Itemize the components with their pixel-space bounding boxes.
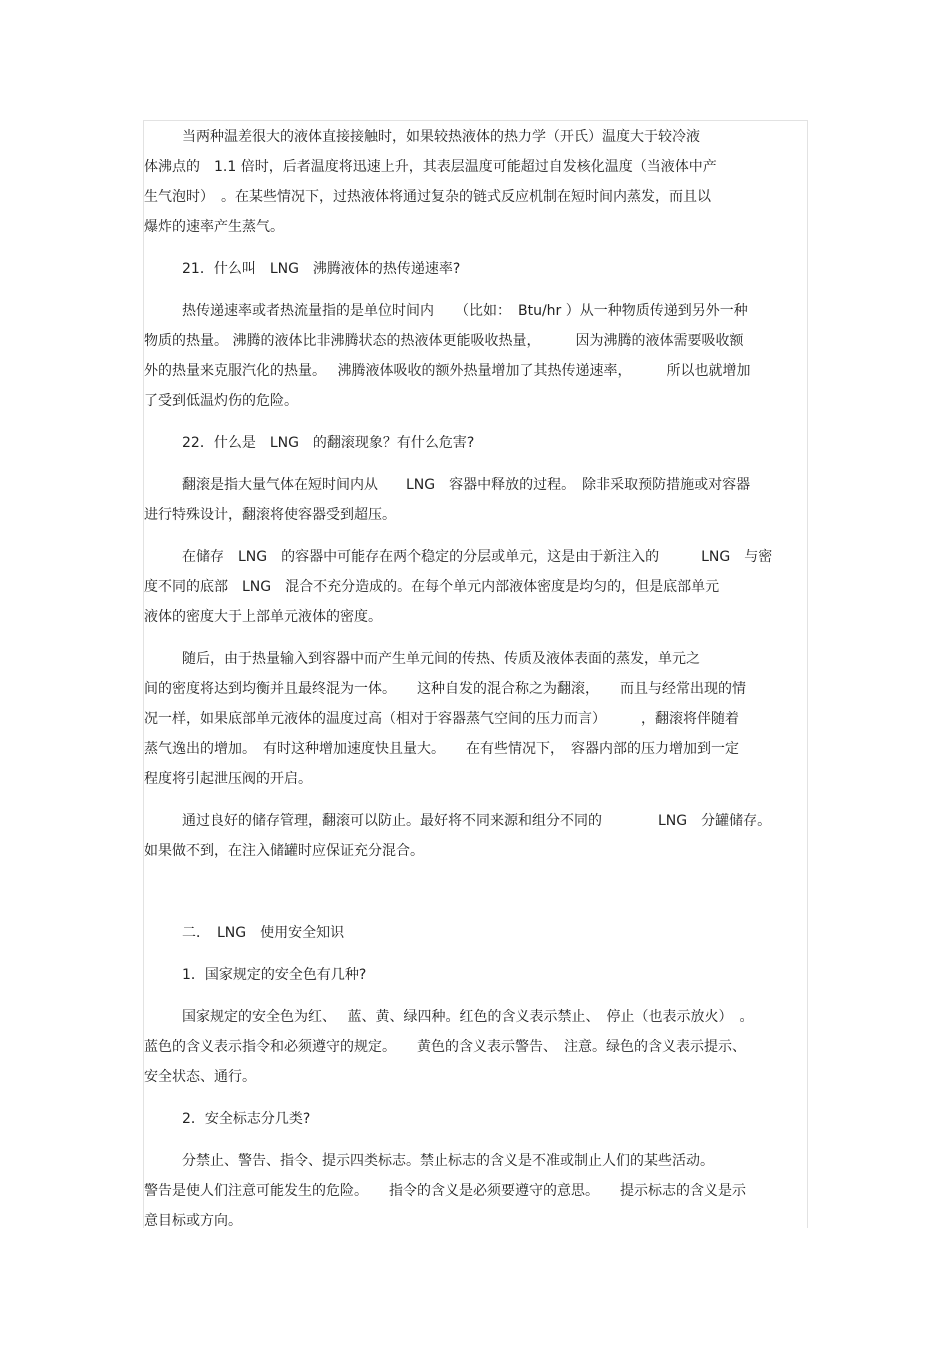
paragraph <box>144 644 806 794</box>
document-body <box>144 122 806 1236</box>
paragraph <box>144 1146 806 1236</box>
paragraph <box>144 1002 806 1092</box>
text-line: 翻滚是指大量气体在短时间内从 LNG 容器中释放的过程。 除非采取预防措施或对容器 <box>182 477 751 493</box>
text-line: 意目标或方向。 <box>144 1213 242 1229</box>
text-line: 爆炸的速率产生蒸气。 <box>144 219 284 235</box>
question-heading: 1．国家规定的安全色有几种? <box>182 967 367 983</box>
text-line: 安全状态、通行。 <box>144 1069 256 1085</box>
text-line: 热传递速率或者热流量指的是单位时间内 （比如： Btu/hr ）从一种物质传递到另外一种 <box>182 303 748 319</box>
text-line: 国家规定的安全色为红、 蓝、黄、绿四种。红色的含义表示禁止、 停止（也表示放火） 。 <box>182 1009 754 1025</box>
text-line: 间的密度将达到均衡并且最终混为一体。 这种自发的混合称之为翻滚， 而且与经常出现的情 <box>144 681 746 697</box>
text-line: 外的热量来克服汽化的热量。 沸腾液体吸收的额外热量增加了其热传递速率， 所以也就增加 <box>144 363 751 379</box>
text-line: 况一样，如果底部单元液体的温度过高（相对于容器蒸气空间的压力而言） ，翻滚将伴随着 <box>144 711 739 727</box>
text-line: 如果做不到，在注入储罐时应保证充分混合。 <box>144 843 424 859</box>
text-line: 当两种温差很大的液体直接接触时，如果较热液体的热力学（开氏）温度大于较冷液 <box>182 129 700 145</box>
text-line: 蓝色的含义表示指令和必须遵守的规定。 黄色的含义表示警告、 注意。绿色的含义表示提示、 <box>144 1039 746 1055</box>
section-heading: 二． LNG 使用安全知识 <box>182 925 345 941</box>
question-heading: 21．什么叫 LNG 沸腾液体的热传递速率? <box>182 261 461 277</box>
question-heading: 2．安全标志分几类? <box>182 1111 311 1127</box>
paragraph <box>144 542 806 632</box>
text-line: 在储存 LNG 的容器中可能存在两个稳定的分层或单元，这是由于新注入的 LNG 与密 <box>182 549 773 565</box>
page-frame-right <box>807 120 808 1228</box>
paragraph <box>144 122 806 242</box>
text-line: 进行特殊设计，翻滚将使容器受到超压。 <box>144 507 396 523</box>
text-line: 物质的热量。 沸腾的液体比非沸腾状态的热液体更能吸收热量， 因为沸腾的液体需要吸收额 <box>144 333 744 349</box>
page-frame-top <box>143 120 808 121</box>
text-line: 蒸气逸出的增加。 有时这种增加速度快且量大。 在有些情况下， 容器内部的压力增加到一定 <box>144 741 739 757</box>
text-line: 程度将引起泄压阀的开启。 <box>144 771 312 787</box>
text-line: 生气泡时） 。在某些情况下，过热液体将通过复杂的链式反应机制在短时间内蒸发，而且以 <box>144 189 711 205</box>
text-line: 警告是使人们注意可能发生的危险。 指令的含义是必须要遵守的意思。 提示标志的含义是示 <box>144 1183 746 1199</box>
text-line: 体沸点的 1.1 倍时，后者温度将迅速上升，其表层温度可能超过自发核化温度（当液体中产 <box>144 159 717 175</box>
text-line: 分禁止、警告、指令、提示四类标志。禁止标志的含义是不准或制止人们的某些活动。 <box>182 1153 714 1169</box>
paragraph <box>144 296 806 416</box>
text-line: 随后，由于热量输入到容器中而产生单元间的传热、传质及液体表面的蒸发，单元之 <box>182 651 700 667</box>
text-line: 液体的密度大于上部单元液体的密度。 <box>144 609 382 625</box>
paragraph <box>144 806 806 866</box>
text-line: 度不同的底部 LNG 混合不充分造成的。在每个单元内部液体密度是均匀的，但是底部单元 <box>144 579 720 595</box>
text-line: 通过良好的储存管理，翻滚可以防止。最好将不同来源和组分不同的 LNG 分罐储存。 <box>182 813 772 829</box>
paragraph <box>144 470 806 530</box>
question-heading: 22．什么是 LNG 的翻滚现象？有什么危害? <box>182 435 475 451</box>
text-line: 了受到低温灼伤的危险。 <box>144 393 298 409</box>
